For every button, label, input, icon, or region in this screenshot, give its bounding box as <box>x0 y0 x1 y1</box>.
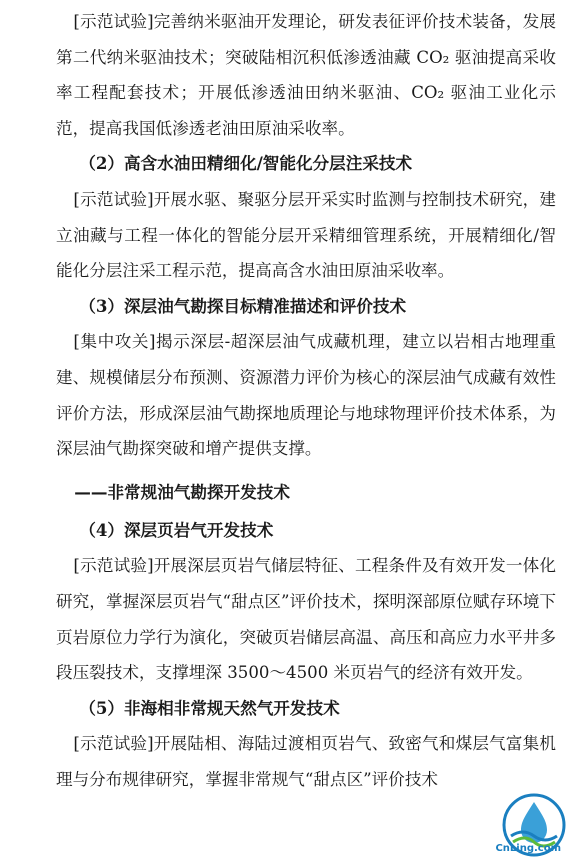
section-heading-unconventional: ——非常规油气勘探开发技术 <box>74 482 290 502</box>
paragraph-deep-exploration: [集中攻关]揭示深层-超深层油气成藏机理，建立以岩相古地理重建、规模储层分布预测、资源潜力评价为核心的深层油气成藏有效性评价方法，形成深层油气勘探地质理论与地球物理评价技术体系，为深层油气勘探突破和增产提供支撑。 <box>56 332 556 459</box>
heading-non-marine-gas: （5）非海相非常规天然气开发技术 <box>79 697 340 718</box>
paragraph-layered-injection: [示范试验]开展水驱、聚驱分层开采实时监测与控制技术研究，建立油藏与工程一体化的智能分层开采精细管理系统，开展精细化/智能化分层注采工程示范，提高高含水油田原油采收率。 <box>56 189 556 281</box>
heading-layered-injection: （2）高含水油田精细化/智能化分层注采技术 <box>79 153 413 174</box>
watermark-text: CnLing.com <box>495 843 561 854</box>
paragraph-nano-oil-displacement: [示范试验]完善纳米驱油开发理论，研发表征评价技术装备，发展第二代纳米驱油技术；突破陆相沉积低渗透油藏 CO₂ 驱油提高采收率工程配套技术；开展低渗透油田纳米驱油、CO₂ 驱油工业化示范，提高我国低渗透老油田原油采收率。 <box>56 12 556 138</box>
heading-deep-shale-gas: （4）深层页岩气开发技术 <box>79 519 274 540</box>
heading-deep-exploration: （3）深层油气勘探目标精准描述和评价技术 <box>79 295 407 316</box>
document-page <box>56 4 556 797</box>
paragraph-non-marine-gas: [示范试验]开展陆相、海陆过渡相页岩气、致密气和煤层气富集机理与分布规律研究，掌握非常规气“甜点区”评价技术 <box>56 734 556 789</box>
paragraph-deep-shale-gas: [示范试验]开展深层页岩气储层特征、工程条件及有效开发一体化研究，掌握深层页岩气“甜点区”评价技术，探明深部原位赋存环境下页岩原位力学行为演化，突破页岩储层高温、高压和高应力水平井多段压裂技术，支撑埋深 3500～4500 米页岩气的经济有效开发。 <box>56 556 556 683</box>
